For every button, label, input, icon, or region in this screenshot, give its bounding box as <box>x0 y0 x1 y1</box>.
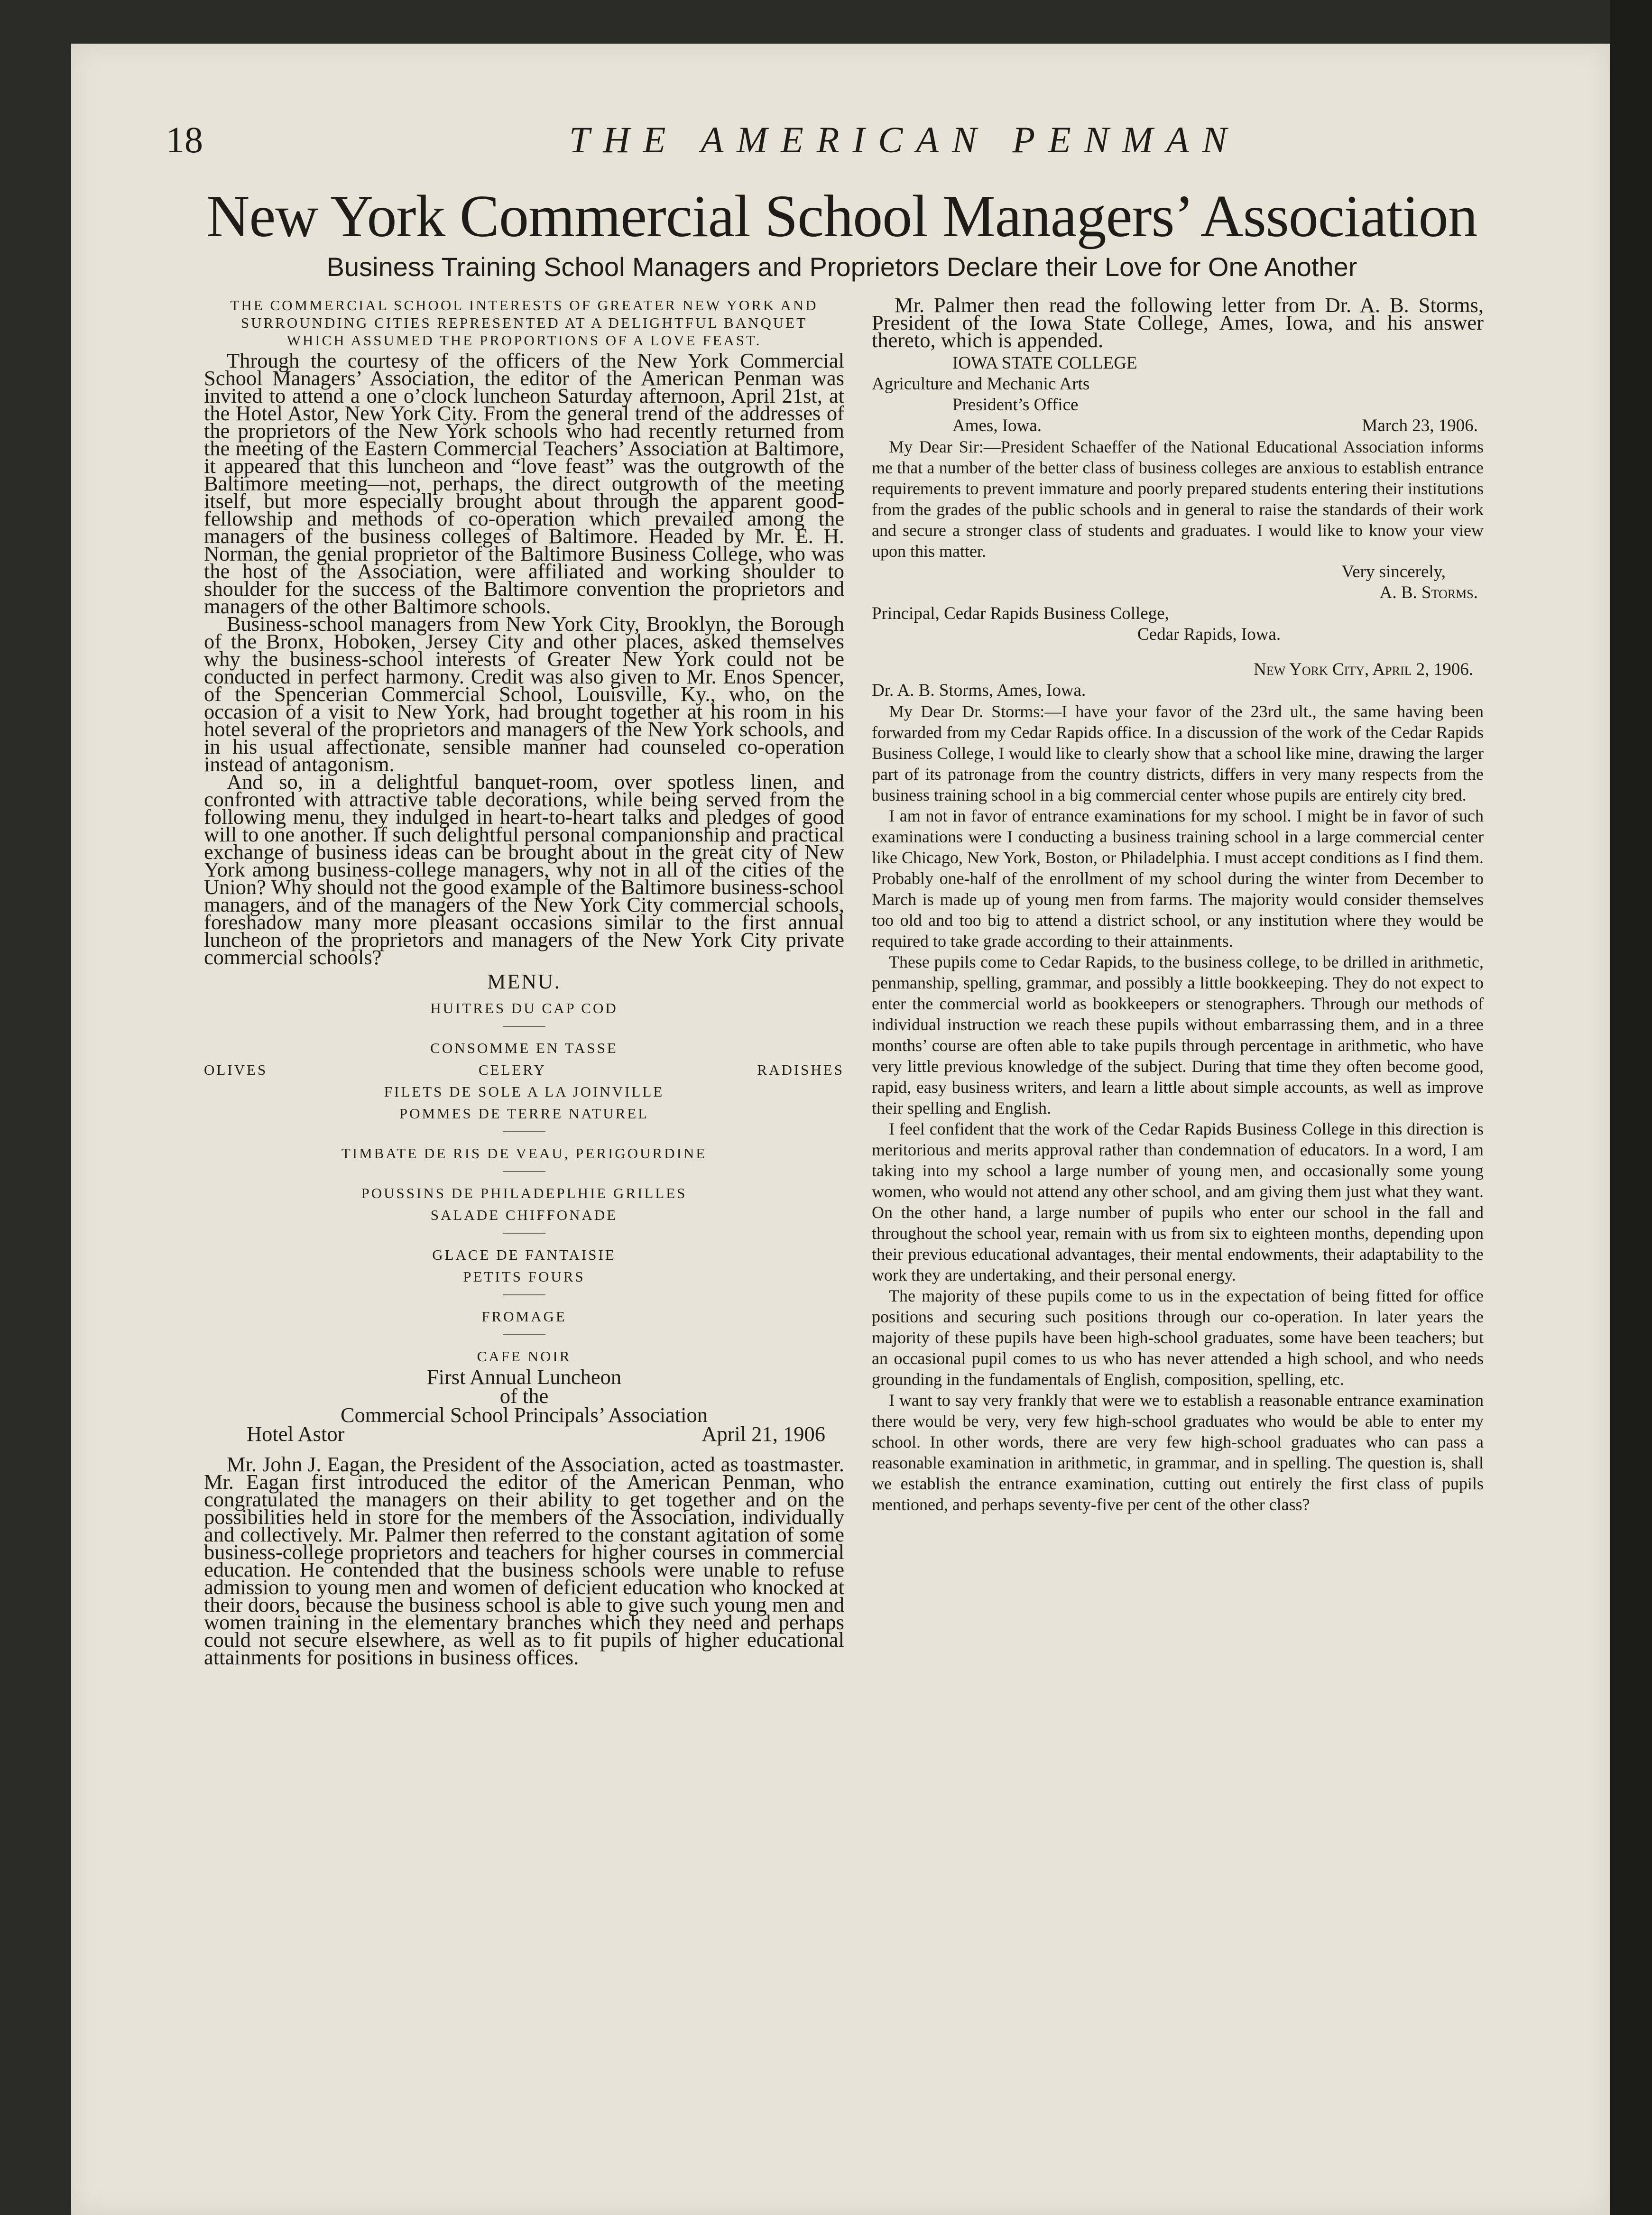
banquet-menu <box>204 971 844 1367</box>
letter-paragraph: My Dear Sir:—President Schaeffer of the National Educational Association informs me that a number of the better class of business colleges are anxious to establish entrance requirements to prevent immature and poorly prepared students entering their institutions from the grades of the public schools and in general to raise the standards of their work and secure a stronger class of students and graduates. I would like to know your view upon this matter. <box>872 437 1484 561</box>
reply-date: New York City, April 2, 1906. <box>1254 660 1473 679</box>
menu-divider <box>503 1026 545 1027</box>
menu-footer-row <box>204 1422 844 1446</box>
letter-city: Ames, Iowa. <box>952 416 1042 435</box>
menu-item: PETITS FOURS <box>463 1268 585 1285</box>
menu-divider <box>503 1171 545 1172</box>
right-column <box>872 293 1484 1515</box>
menu-footer-date: April 21, 1906 <box>701 1422 825 1446</box>
reply-body <box>872 701 1484 1515</box>
letter-date-row <box>872 415 1484 436</box>
letter-paragraph: My Dear Dr. Storms:—I have your favor of the 23rd ult., the same having been forwarded from my Cedar Rapids office. In a discussion of the work of the Cedar Rapids Business College, I would like to clearly show that a school like mine, drawing the larger part of its patronage from the country districts, differs in very many respects from the business training school in a big commercial center whose pupils are entirely city bred. <box>872 702 1484 804</box>
menu-item: POMMES DE TERRE NATUREL <box>399 1105 649 1122</box>
letter-dept: Agriculture and Mechanic Arts <box>872 374 1090 394</box>
menu-item: POUSSINS DE PHILADEPLHIE GRILLES <box>361 1185 687 1201</box>
left-column <box>204 296 844 1669</box>
menu-item: HUITRES DU CAP COD <box>430 1000 618 1016</box>
letter-body <box>872 436 1484 562</box>
menu-item: CELERY <box>478 1061 546 1078</box>
menu-footer-line: First Annual Luncheon <box>426 1365 622 1389</box>
menu-footer-line: Commercial School Principals’ Association <box>340 1403 708 1427</box>
menu-item: OLIVES <box>204 1061 268 1078</box>
menu-divider <box>503 1334 545 1335</box>
menu-item: GLACE DE FANTAISIE <box>432 1246 616 1263</box>
letter-recipient-city: Cedar Rapids, Iowa. <box>1137 625 1281 644</box>
article-title: New York Commercial School Managers’ Association <box>206 184 1477 249</box>
body-paragraph: Business-school managers from New York City, Brooklyn, the Borough of the Bronx, Hoboken, Jersey City and other places, asked themselves why the business-school interests of Greater New York could not be conducted in perfect harmony. Credit was also given to Mr. Enos Spencer, of the Spencerian Commercial School, Louisville, Ky., who, on the occasion of a visit to New York, had brought together at his room in his hotel several of the proprietors and managers of the New York schools, and in his usual affectionate, sensible manner had counseled co-operation instead of antagonism. <box>204 612 844 776</box>
menu-item: CAFE NOIR <box>477 1348 572 1365</box>
letter-paragraph: The majority of these pupils come to us in the expectation of being fitted for office positions and securing such positions through our co-operation. In later years the majority of these pupils have been high-school graduates, some have been teachers; but an occasional pupil comes to us who has never attended a high school, and who needs grounding in the fundamentals of English, composition, spelling, etc. <box>872 1286 1484 1389</box>
menu-item: CONSOMME EN TASSE <box>430 1040 618 1056</box>
body-paragraph: Mr. John J. Eagan, the President of the Association, acted as toastmaster. Mr. Eagan first introduced the editor of the American Penman, who congratulated the managers on their ability to get together and on the possibilities held in store for the members of the Association, individually and collectively. Mr. Palmer then referred to the constant agitation of some business-college proprietors and teachers for higher courses in commercial education. He contended that the business schools were unable to refuse admission to young men and women of deficient education who knocked at their doors, because the business school is able to give such young men and women training in the elementary branches which they need and perhaps could not secure elsewhere, as well as to fit pupils of higher educational attainments for positions in business offices. <box>204 1452 844 1669</box>
letter-paragraph: I feel confident that the work of the Cedar Rapids Business College in this direction is meritorious and merits approval rather than condemnation of educators. In a word, I am taking into my school a large number of young men, and occasionally some young women, who would not attend any other school, and am giving them just what they want. On the other hand, a large number of pupils who enter our school in the fall and throughout the school year, remain with us from six to eighteen months, depending upon their previous educational advantages, their mental endowments, their adaptability to the work they are undertaking, and their personal energy. <box>872 1119 1484 1284</box>
letter-recipient: Principal, Cedar Rapids Business College, <box>872 604 1169 623</box>
reply-addressee: Dr. A. B. Storms, Ames, Iowa. <box>872 681 1086 700</box>
menu-footer <box>204 1365 844 1446</box>
menu-heading: MENU. <box>487 970 561 993</box>
menu-divider <box>503 1233 545 1234</box>
letter-office: President’s Office <box>952 395 1079 415</box>
body-paragraph: And so, in a delightful banquet-room, over spotless linen, and confronted with attractive table decorations, while being served from the following menu, they indulged in heart-to-heart talks and pledges of good will to one another. If such delightful personal companionship and practical exchange of business ideas can be brought about in the great city of New York among business-college managers, why not in all of the cities of the Union? Why should not the good example of the Baltimore business-school managers, and of the managers of the New York City commercial schools, foreshadow many more pleasant occasions similar to the first annual luncheon of the proprietors and managers of the New York City private commercial schools? <box>204 770 844 969</box>
body-paragraph: Through the courtesy of the officers of the New York Commercial School Managers’ Association, the editor of the American Penman was invited to attend a one o’clock luncheon Saturday afternoon, April 21st, at the Hotel Astor, New York City. From the general trend of the addresses of the proprietors of the New York schools who had recently returned from the meeting of the Eastern Commercial Teachers’ Association at Baltimore, it appeared that this luncheon and “love feast” was the outgrowth of the Baltimore meeting—not, perhaps, the direct outgrowth of the meeting itself, but more especially brought about through the apparent good-fellowship and methods of co-operation which prevailed among the managers of the business colleges of Baltimore. Headed by Mr. E. H. Norman, the genial proprietor of the Baltimore Business College, who was the host of the Association, were affiliated and working shoulder to shoulder for the success of the Baltimore convention the proprietors and managers of the other Baltimore schools. <box>204 349 844 618</box>
letter-org: IOWA STATE COLLEGE <box>952 353 1137 373</box>
letter-paragraph: I am not in favor of entrance examinations for my school. I might be in favor of such examinations were I conducting a business training school in a large commercial center like Chicago, New York, Boston, or Philadelphia. I must accept conditions as I find them. Probably one-half of the enrollment of my school during the winter from December to March is made up of young men from farms. The majority would consider themselves too old and too big to attend a district school, or any institution where they would be required to take grade according to their attainments. <box>872 806 1484 951</box>
menu-divider <box>503 1131 545 1132</box>
menu-item: FILETS DE SOLE A LA JOINVILLE <box>384 1083 664 1100</box>
letter-date: March 23, 1906. <box>1362 416 1478 435</box>
article-lead: THE COMMERCIAL SCHOOL INTERESTS OF GREATER NEW YORK AND SURROUNDING CITIES REPRESENTED AT A DELIGHTFUL BANQUET WHICH ASSUMED THE PROPORTIONS OF A LOVE FEAST. <box>230 297 818 349</box>
letter-closing: Very sincerely, <box>1341 562 1446 581</box>
letter-paragraph: These pupils come to Cedar Rapids, to the business college, to be drilled in arithmetic, penmanship, spelling, grammar, and possibly a little bookkeeping. They do not expect to enter the commercial world as bookkeepers or stenographers. Through our methods of individual instruction we reach these pupils without embarrassing them, and in a three months’ course are often able to take pupils through percentage in arithmetic, who have very little previous knowledge of the subject. During that time they often become good, rapid, easy business writers, and learn a little about simple accounts, as well as improve their spelling and English. <box>872 952 1484 1117</box>
menu-item: FROMAGE <box>481 1308 567 1325</box>
menu-row <box>204 1059 844 1081</box>
menu-divider <box>503 1294 545 1295</box>
body-paragraph: Mr. Palmer then read the following letter from Dr. A. B. Storms, President of the Iowa State College, Ames, Iowa, and his answer thereto, which is appended. <box>872 293 1484 352</box>
letter-signature: A. B. Storms. <box>1379 583 1478 602</box>
menu-footer-place: Hotel Astor <box>247 1422 345 1446</box>
menu-item: TIMBATE DE RIS DE VEAU, PERIGOURDINE <box>341 1145 707 1162</box>
menu-footer-line: of the <box>499 1384 549 1408</box>
letter-heading <box>872 353 1484 415</box>
menu-item: SALADE CHIFFONADE <box>430 1207 618 1223</box>
letter-paragraph: I want to say very frankly that were we to establish a reasonable entrance examination there would be very, very few high-school graduates who would be able to enter my school. In other words, there are very few high-school graduates who can pass a reasonable examination in arithmetic, in grammar, and in spelling. The question is, shall we establish the entrance examination, cutting out entirely the first class of pupils mentioned, and perhaps seventy-five per cent of the other class? <box>872 1391 1484 1514</box>
running-title: THE AMERICAN PENMAN <box>569 119 1240 160</box>
page-header <box>166 119 1518 166</box>
menu-item: RADISHES <box>757 1061 844 1078</box>
page-number: 18 <box>166 119 203 160</box>
scan-border <box>1610 0 1652 2215</box>
article-subtitle: Business Training School Managers and Proprietors Declare their Love for One Another <box>326 252 1357 282</box>
